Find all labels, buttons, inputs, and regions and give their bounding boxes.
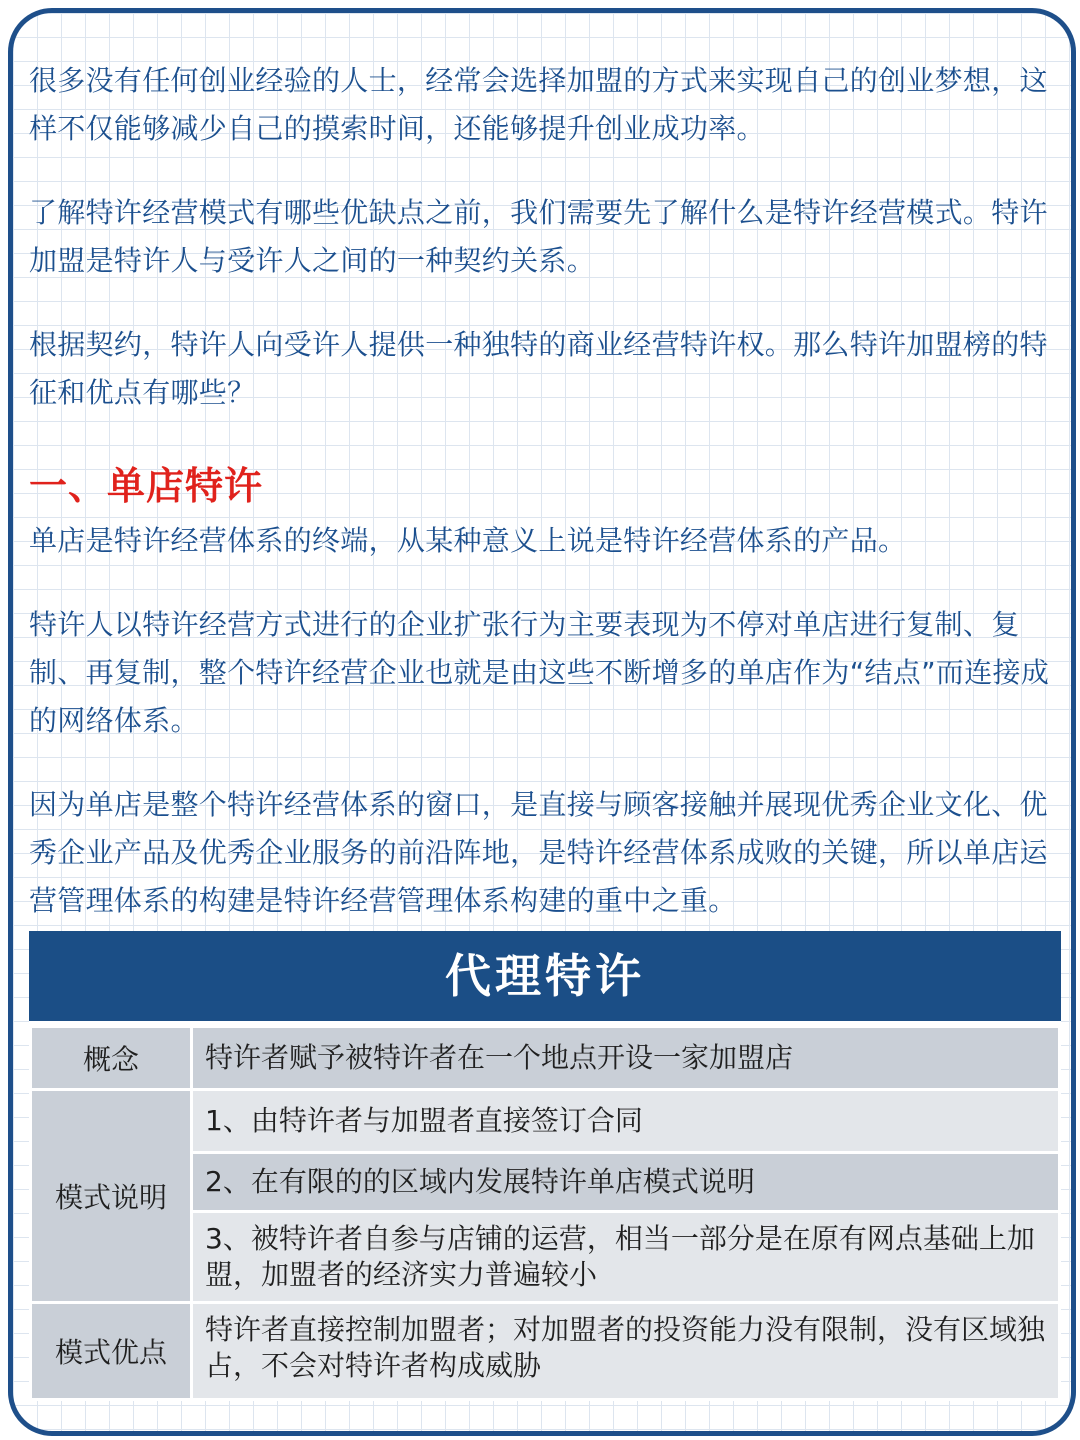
- article-body: [29, 57, 1059, 925]
- table-row-concept: [31, 1027, 1060, 1090]
- table-row-advantage: [31, 1303, 1060, 1400]
- concept-label: 概念: [31, 1027, 192, 1090]
- intro-paragraph-2: 了解特许经营模式有哪些优缺点之前，我们需要先了解什么是特许经营模式。特许加盟是特许人与受许人之间的一种契约关系。: [29, 196, 1048, 277]
- mode-item-2: 2、在有限的的区域内发展特许单店模式说明: [192, 1153, 1060, 1212]
- table-body: [29, 1025, 1061, 1401]
- mode-item-1: 1、由特许者与加盟者直接签订合同: [192, 1090, 1060, 1153]
- intro-paragraph-1: 很多没有任何创业经验的人士，经常会选择加盟的方式来实现自己的创业梦想，这样不仅能够减少自己的摸索时间，还能够提升创业成功率。: [29, 64, 1048, 145]
- franchise-table: [29, 931, 1061, 1401]
- section-paragraph-1: 单店是特许经营体系的终端，从某种意义上说是特许经营体系的产品。: [29, 524, 907, 557]
- concept-value: 特许者赋予被特许者在一个地点开设一家加盟店: [192, 1027, 1060, 1090]
- advantage-value: 特许者直接控制加盟者；对加盟者的投资能力没有限制，没有区域独占，不会对特许者构成威胁: [192, 1303, 1060, 1400]
- page-frame: [8, 8, 1076, 1436]
- table-title: 代理特许: [29, 931, 1061, 1025]
- section-paragraph-2: 特许人以特许经营方式进行的企业扩张行为主要表现为不停对单店进行复制、复制、再复制，整个特许经营企业也就是由这些不断增多的单店作为“结点”而连接成的网络体系。: [29, 608, 1050, 737]
- section-heading: 一、单店特许: [29, 464, 264, 508]
- advantage-label: 模式优点: [31, 1303, 192, 1400]
- mode-item-3: 3、被特许者自参与店铺的运营，相当一部分是在原有网点基础上加盟，加盟者的经济实力普遍较小: [192, 1212, 1060, 1303]
- section-paragraph-3: 因为单店是整个特许经营体系的窗口，是直接与顾客接触并展现优秀企业文化、优秀企业产品及优秀企业服务的前沿阵地，是特许经营体系成败的关键，所以单店运营管理体系的构建是特许经营管理体系构建的重中之重。: [29, 788, 1048, 917]
- table-row-mode-1: [31, 1090, 1060, 1153]
- mode-label: 模式说明: [31, 1090, 192, 1303]
- intro-paragraph-3: 根据契约，特许人向受许人提供一种独特的商业经营特许权。那么特许加盟榜的特征和优点有哪些？: [29, 328, 1048, 409]
